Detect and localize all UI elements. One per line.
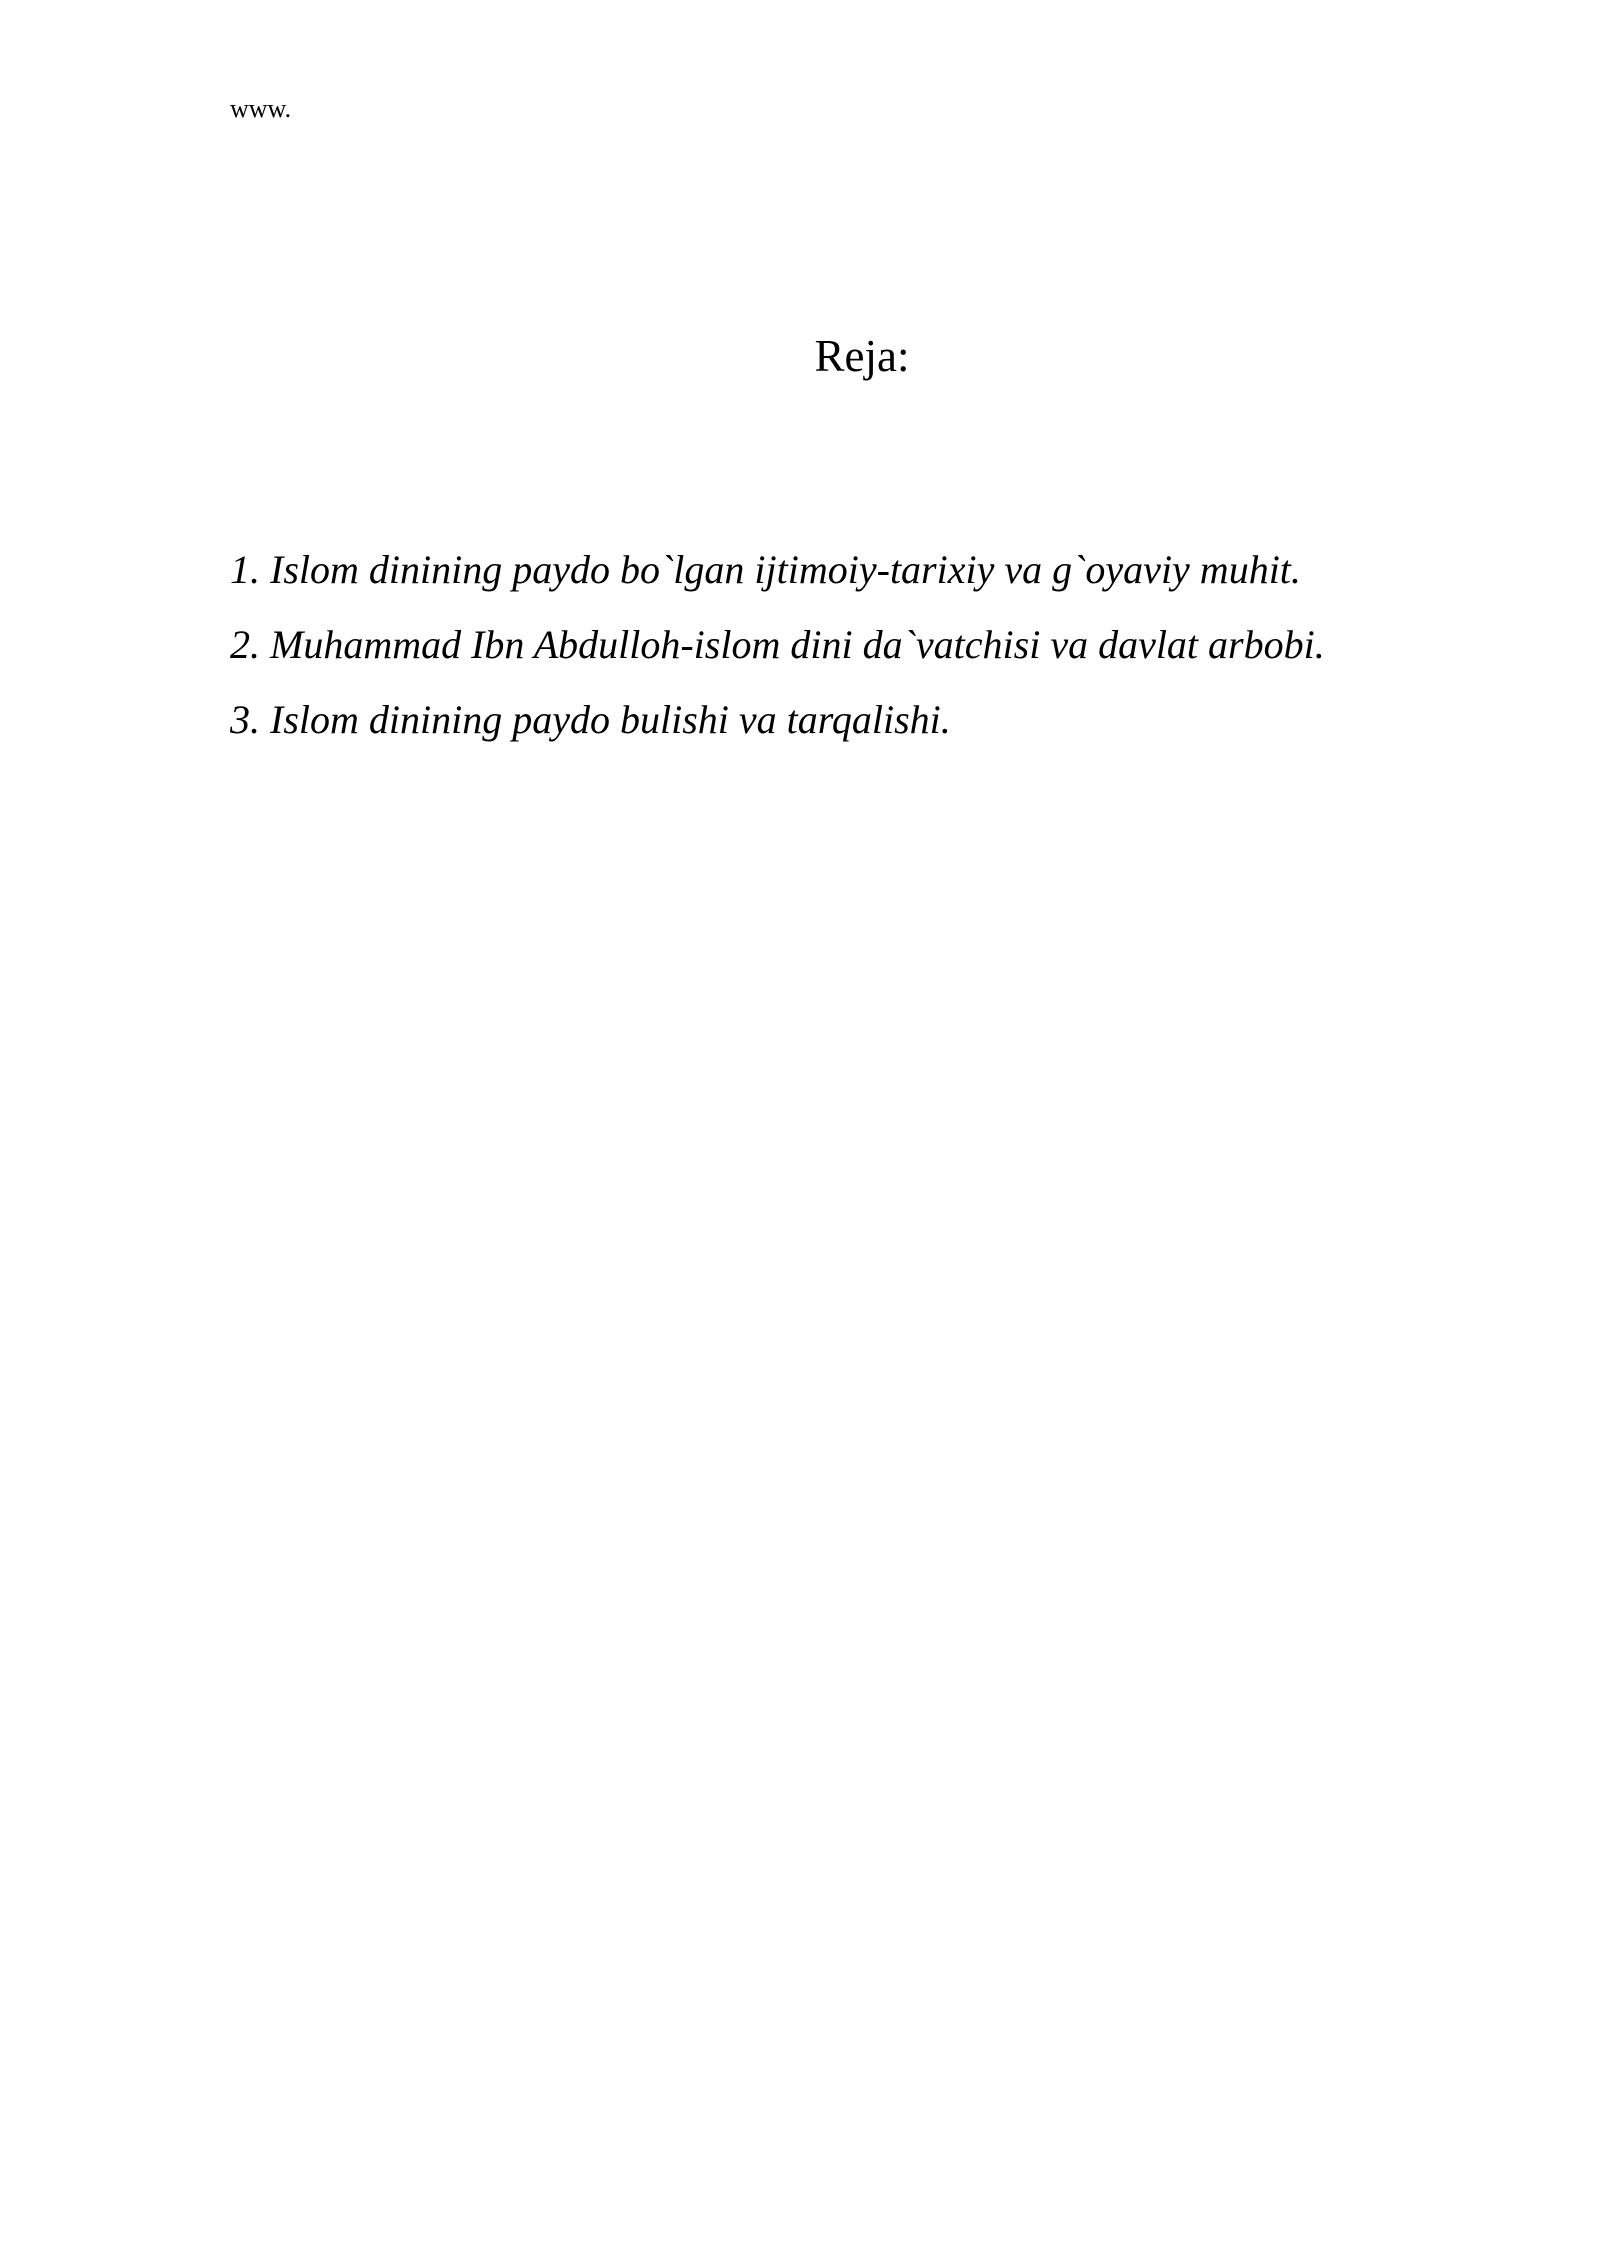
plan-item-3: 3. Islom dinining paydo bulishi va tarqalishi. [230,697,951,742]
page-title: Reja: [814,331,910,381]
plan-item-2: 2. Muhammad Ibn Abdulloh-islom dini da`vatchisi va davlat arbobi. [230,622,1325,667]
plan-list [230,532,1325,757]
plan-item-1: 1. Islom dinining paydo bo`lgan ijtimoiy-tarixiy va g`oyaviy muhit. [230,547,1301,592]
header-url-text: www. [230,94,292,123]
